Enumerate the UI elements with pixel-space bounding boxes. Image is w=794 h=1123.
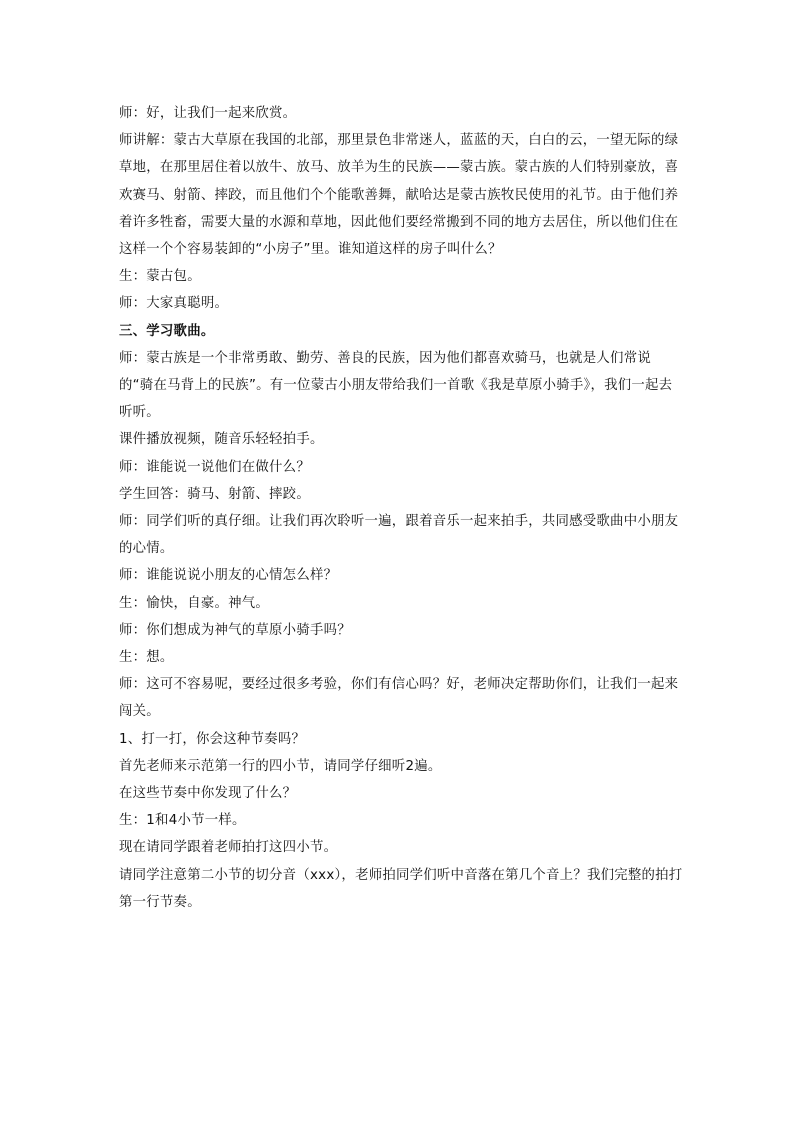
paragraph-13: 师：你们想成为神气的草原小骑手吗？ [119, 622, 351, 638]
paragraph-12: 生：愉快，自豪。神气。 [119, 595, 270, 611]
paragraph-9: 学生回答：骑马、射箭、摔跤。 [119, 486, 310, 502]
paragraph-14: 生：想。 [119, 650, 174, 666]
paragraph-17: 首先老师来示范第一行的四小节，请同学仔细听2遍。 [119, 758, 442, 774]
paragraph-6: 师：蒙古族是一个非常勇敢、勤劳、善良的民族，因为他们都喜欢骑马，也就是人们常说的“骑在马背上的民族”。有一位蒙古小朋友带给我们一首歌《我是草原小骑手》，我们一起去听听。 [119, 350, 673, 421]
paragraph-4: 师：大家真聪明。 [119, 296, 229, 312]
paragraph-7: 课件播放视频，随音乐轻轻拍手。 [119, 432, 324, 448]
paragraph-1: 师：好，让我们一起来欣赏。 [119, 106, 297, 121]
paragraph-3: 生：蒙古包。 [119, 269, 201, 285]
paragraph-11: 师：谁能说说小朋友的心情怎么样？ [119, 568, 338, 584]
paragraph-8: 师：谁能说一说他们在做什么？ [119, 459, 310, 475]
paragraph-20: 现在请同学跟着老师拍打这四小节。 [119, 840, 338, 856]
paragraph-21: 请同学注意第二小节的切分音（xxx），老师拍同学们听中音落在第几个音上？我们完整的拍打第一行节奏。 [119, 867, 683, 910]
paragraph-2: 师讲解：蒙古大草原在我国的北部，那里景色非常迷人，蓝蓝的天，白白的云，一望无际的绿草地，在那里居住着以放牛、放马、放羊为生的民族——蒙古族。蒙古族的人们特别豪放，喜欢赛马、射箭、摔跤，而且他们个个能歌善舞，献哈达是蒙古族牧民使用的礼节。由于他们养着许多牲畜，需要大量的水源和草地，因此他们要经常搬到不同的地方去居住，所以他们住在这样一个个容易装卸的“小房子”里。谁知道这样的房子叫什么？ [119, 133, 679, 258]
paragraph-16: 1、打一打，你会这种节奏吗？ [119, 731, 306, 747]
document-body [119, 100, 684, 916]
paragraph-18: 在这些节奏中你发现了什么？ [119, 786, 297, 802]
paragraph-15: 师：这可不容易呢，要经过很多考验，你们有信心吗？好，老师决定帮助你们，让我们一起来闯关。 [119, 677, 679, 720]
paragraph-19: 生：1和4小节一样。 [119, 813, 246, 829]
section-heading: 三、学习歌曲。 [119, 323, 215, 339]
paragraph-10: 师：同学们听的真仔细。让我们再次聆听一遍，跟着音乐一起来拍手，共同感受歌曲中小朋友的心情。 [119, 514, 679, 557]
